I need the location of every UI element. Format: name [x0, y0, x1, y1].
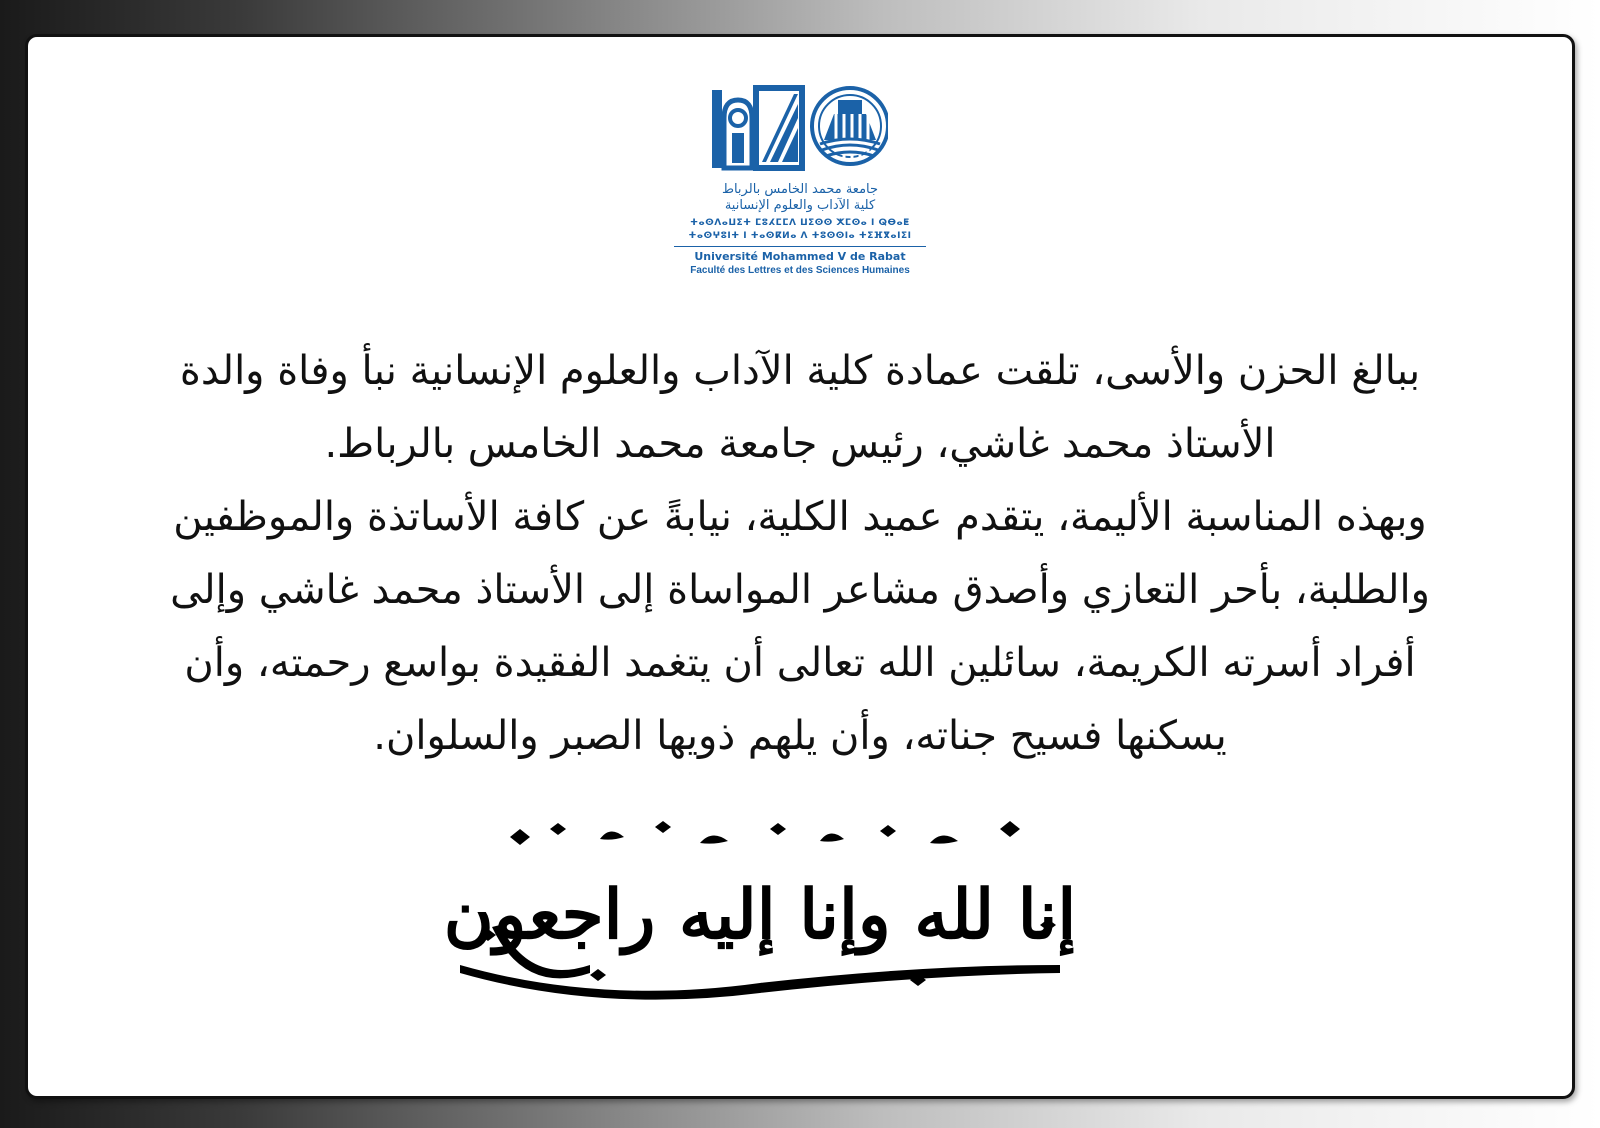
message-line: أفراد أسرته الكريمة، سائلين الله تعالى أن يتغمد الفقيدة بواسع رحمته، وأن — [184, 640, 1416, 686]
logo-french-university: Université Mohammed V de Rabat — [694, 250, 906, 263]
university-logo — [670, 78, 930, 293]
faculty-emblem-icon — [712, 78, 888, 178]
quranic-calligraphy — [440, 815, 1080, 1005]
logo-arabic-university: جامعة محمد الخامس بالرباط — [721, 182, 879, 197]
logo-arabic-faculty: كلية الآداب والعلوم الإنسانية — [724, 198, 876, 213]
message-line: وبهذه المناسبة الأليمة، يتقدم عميد الكلية، نيابةً عن كافة الأساتذة والموظفين — [173, 494, 1427, 540]
message-line: والطلبة، بأحر التعازي وأصدق مشاعر المواساة إلى الأستاذ محمد غاشي وإلى — [170, 567, 1430, 613]
condolence-message — [100, 335, 1500, 773]
logo-divider — [674, 246, 926, 247]
message-line: يسكنها فسيح جناته، وأن يلهم ذويها الصبر والسلوان. — [373, 713, 1227, 759]
message-line: الأستاذ محمد غاشي، رئيس جامعة محمد الخامس بالرباط. — [324, 421, 1276, 467]
message-line: ببالغ الحزن والأسى، تلقت عمادة كلية الآداب والعلوم الإنسانية نبأ وفاة والدة — [179, 348, 1421, 394]
logo-french-faculty: Faculté des Lettres et des Sciences Humaines — [690, 265, 910, 276]
calligraphy-text: إنا لله وإنا إليه راجعون — [443, 875, 1077, 955]
logo-tifinagh-faculty: ⵜⴰⵙⵖⵓⵏⵜ ⵏ ⵜⴰⵙⴽⵍⴰ ⴷ ⵜⵓⵙⵙⵏⴰ ⵜⵉⴼⴳⴰⵏⵉⵏ — [688, 231, 912, 241]
logo-tifinagh-university: ⵜⴰⵙⴷⴰⵡⵉⵜ ⵎⵓⵃⵎⵎⴷ ⵡⵉⵙⵙ ⵅⵎⵙⴰ ⵏ ⵕⴱⴰⵟ — [690, 218, 910, 228]
